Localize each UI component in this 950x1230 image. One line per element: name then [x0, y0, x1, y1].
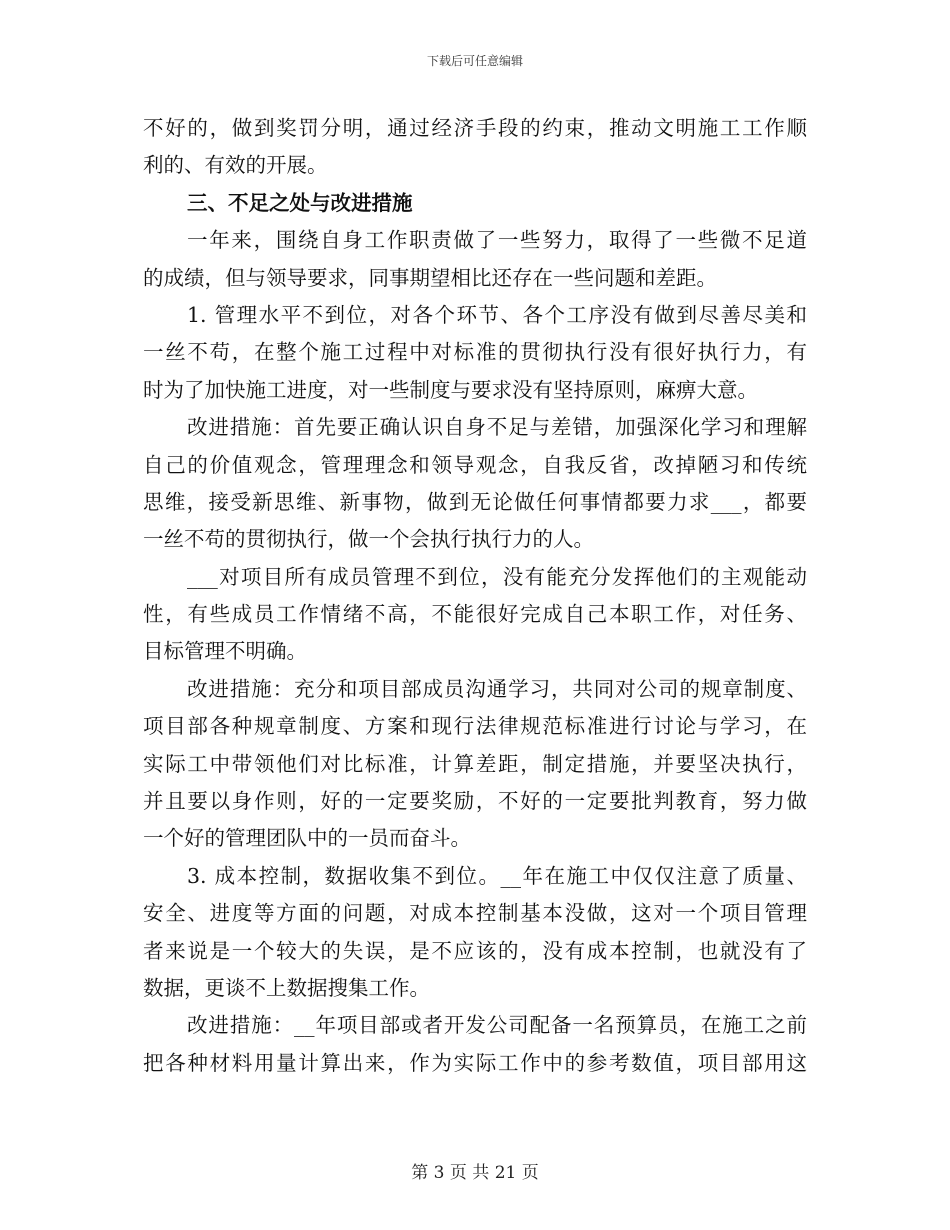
text-line: 改进措施：首先要正确认识自身不足与差错，加强深化学习和理解 — [187, 415, 807, 440]
text-line: 项目部各种规章制度、方案和现行法律规范标准进行讨论与学习，在 — [143, 714, 807, 739]
text-line: 一年来，围绕自身工作职责做了一些努力，取得了一些微不足道 — [187, 228, 807, 253]
text-line: 目标管理不明确。 — [143, 639, 307, 664]
text-line: 改进措施：__年项目部或者开发公司配备一名预算员，在施工之前 — [187, 1013, 807, 1038]
text-line: 并且要以身作则，好的一定要奖励，不好的一定要批判教育，努力做 — [143, 789, 807, 814]
document-body — [143, 110, 807, 1082]
text-line: 不好的，做到奖罚分明，通过经济手段的约束，推动文明施工工作顺 — [143, 116, 807, 140]
text-line: 1. 管理水平不到位，对各个环节、各个工序没有做到尽善尽美和 — [187, 302, 807, 327]
text-line: ___对项目所有成员管理不到位，没有能充分发挥他们的主观能动 — [187, 564, 807, 589]
page-number-footer: 第 3 页 共 21 页 — [411, 1163, 539, 1183]
text-line: 3. 成本控制，数据收集不到位。__年在施工中仅仅注意了质量、 — [187, 863, 807, 888]
text-line: 实际工中带领他们对比标准，计算差距，制定措施，并要坚决执行， — [143, 751, 807, 776]
text-line: 一丝不苟，在整个施工过程中对标准的贯彻执行没有很好执行力，有 — [143, 340, 807, 365]
text-line: 时为了加快施工进度，对一些制度与要求没有坚持原则，麻痹大意。 — [143, 377, 758, 402]
text-line: 一个好的管理团队中的一员而奋斗。 — [143, 826, 471, 851]
text-line: 安全、进度等方面的问题，对成本控制基本没做，这对一个项目管理 — [143, 901, 807, 926]
text-line: 数据，更谈不上数据搜集工作。 — [143, 975, 430, 1000]
page-header-note: 下载后可任意编辑 — [426, 54, 523, 68]
text-line: 自己的价值观念，管理理念和领导观念，自我反省，改掉陋习和传统 — [143, 452, 807, 477]
text-line: 者来说是一个较大的失误，是不应该的，没有成本控制，也就没有了 — [143, 938, 807, 963]
text-line: 的成绩，但与领导要求，同事期望相比还存在一些问题和差距。 — [143, 265, 717, 290]
text-line: 改进措施：充分和项目部成员沟通学习，共同对公司的规章制度、 — [187, 676, 807, 701]
text-line: 思维，接受新思维、新事物，做到无论做任何事情都要力求___，都要 — [143, 489, 807, 514]
text-line: 性，有些成员工作情绪不高，不能很好完成自己本职工作，对任务、 — [143, 602, 807, 627]
text-line: 一丝不苟的贯彻执行，做一个会执行执行力的人。 — [143, 527, 594, 552]
text-line: 把各种材料用量计算出来，作为实际工作中的参考数值，项目部用这 — [143, 1050, 807, 1075]
section-heading: 三、不足之处与改进措施 — [187, 190, 413, 215]
text-line: 利的、有效的开展。 — [143, 153, 328, 178]
